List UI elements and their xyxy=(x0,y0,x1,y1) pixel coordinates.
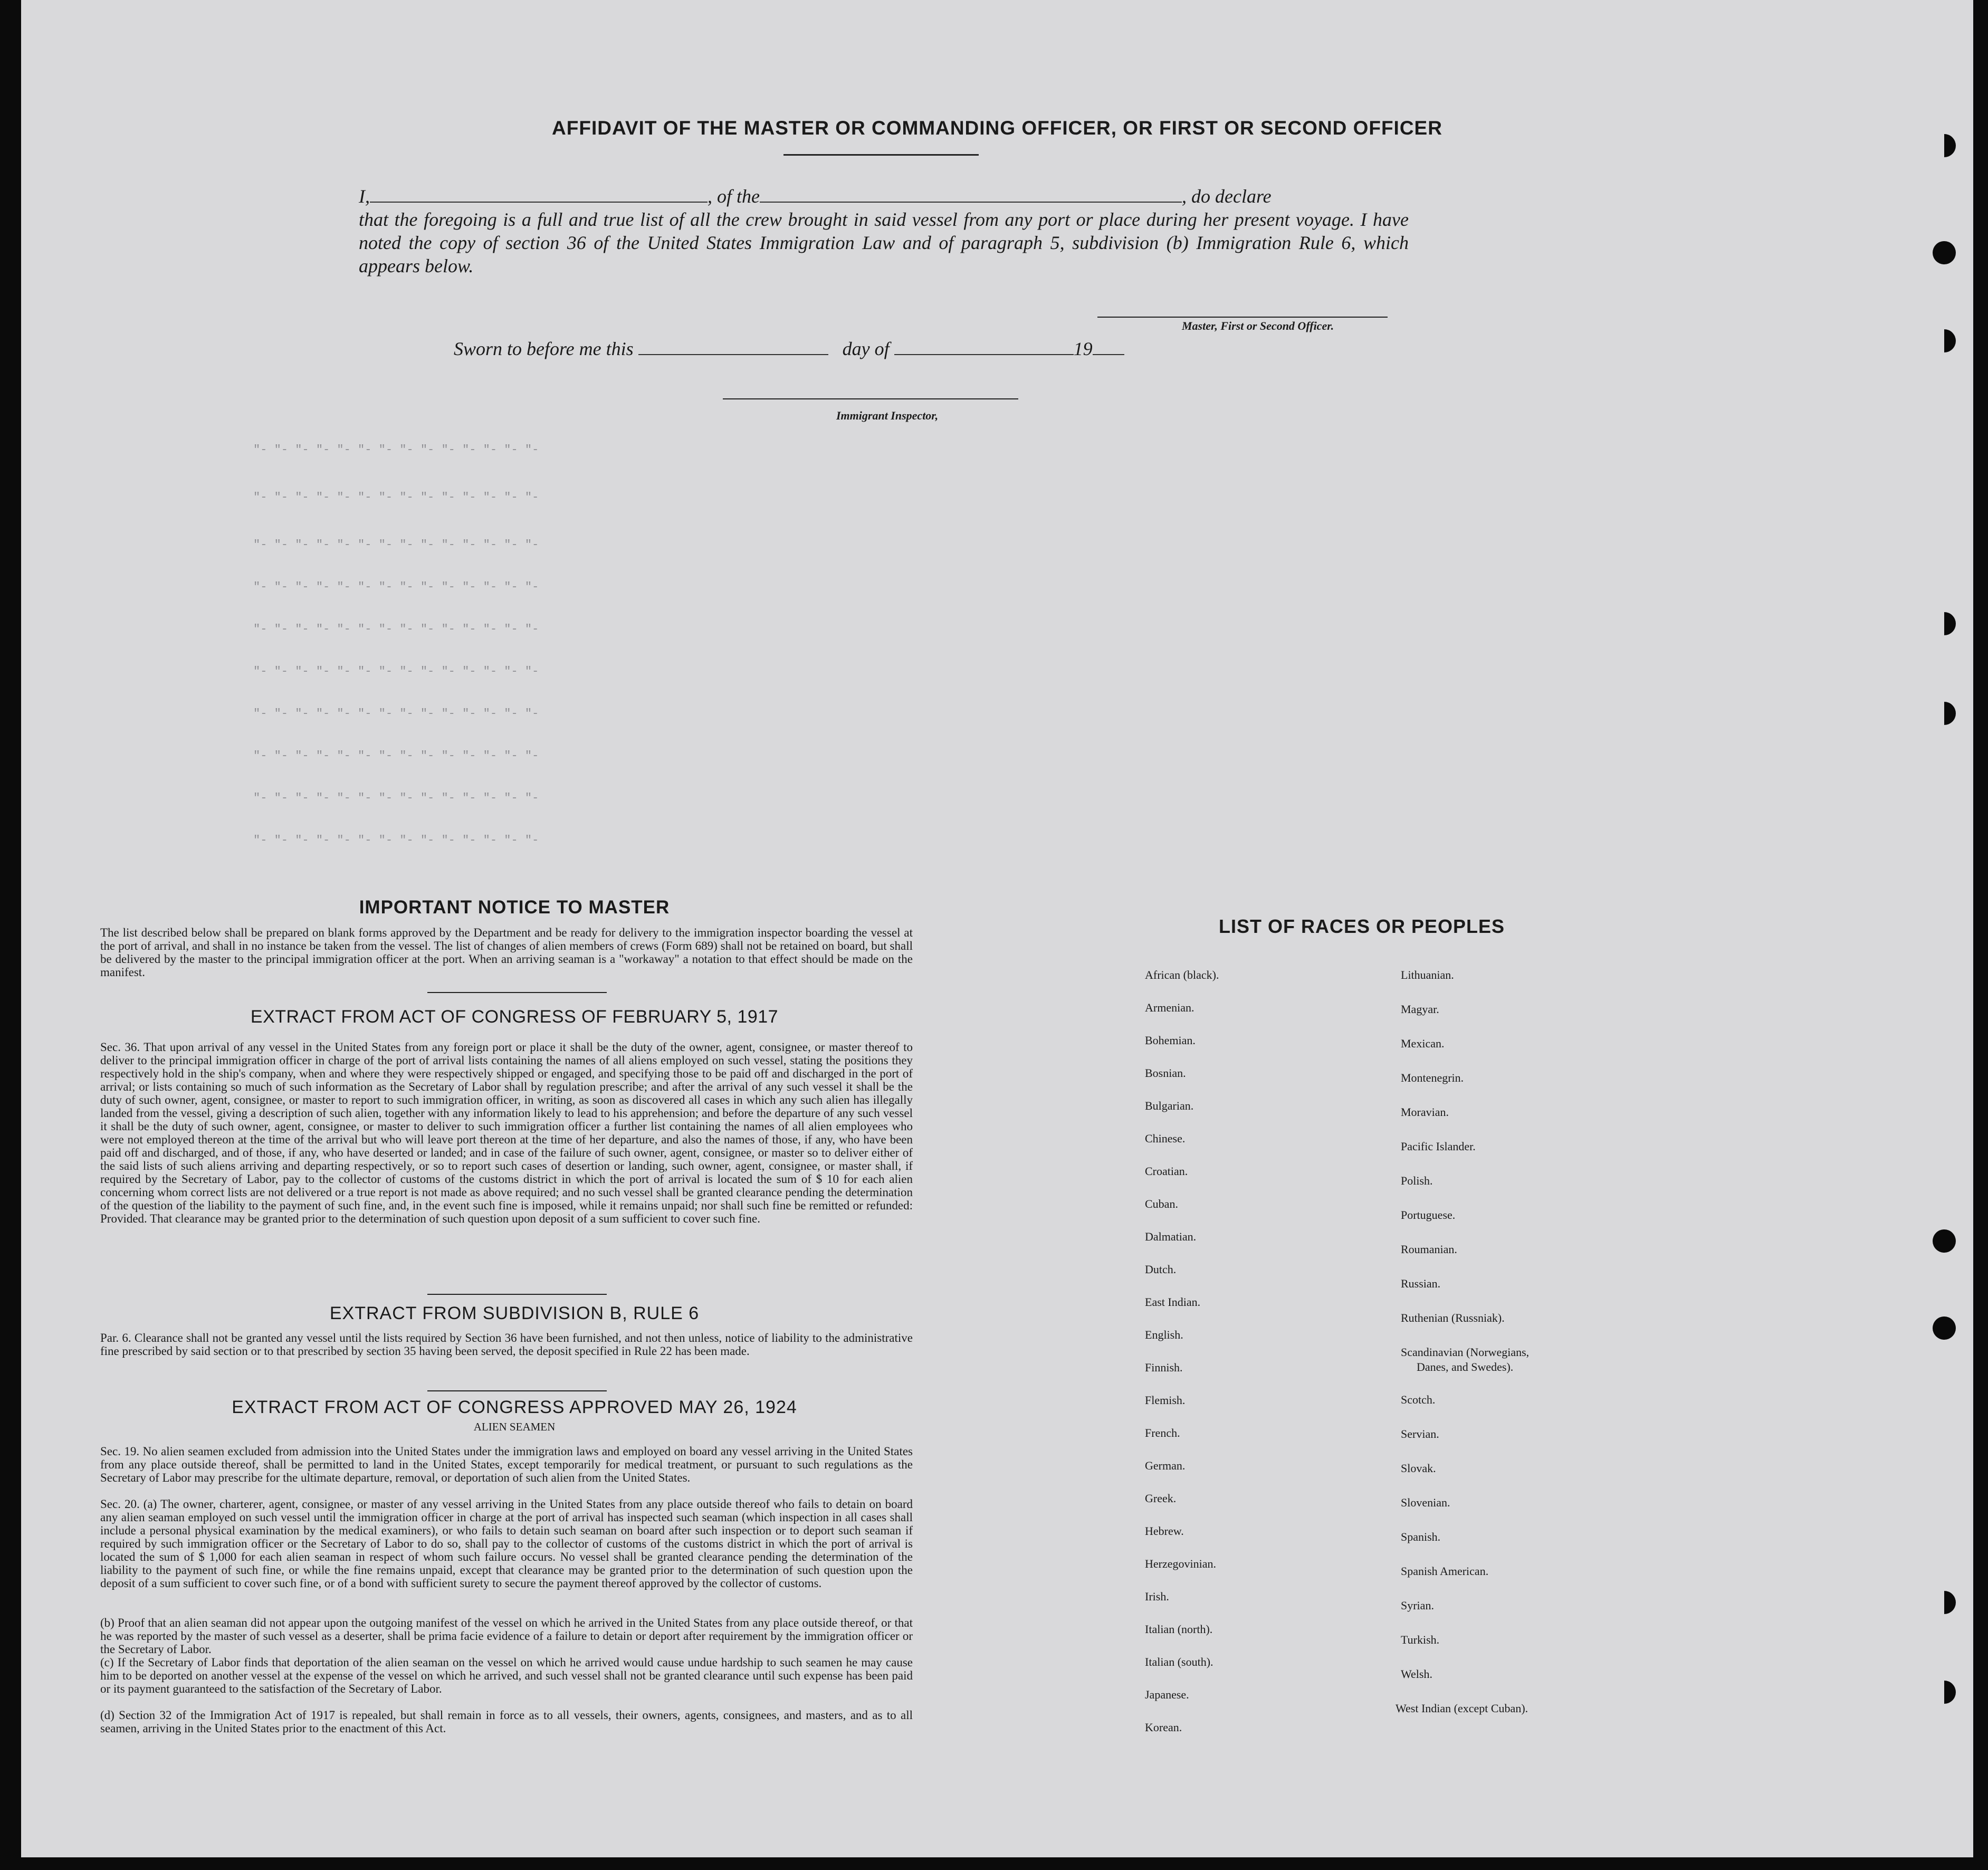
race-item: Bosnian. xyxy=(1145,1066,1186,1080)
race-item: Montenegrin. xyxy=(1401,1071,1464,1084)
race-item: Italian (south). xyxy=(1145,1655,1213,1668)
divider xyxy=(427,992,607,993)
race-item: Spanish. xyxy=(1401,1530,1441,1543)
race-item: Slovak. xyxy=(1401,1462,1436,1475)
bleed-through-marks: "- "- "- "- "- "- "- "- "- "- "- "- "- "- xyxy=(253,443,539,456)
race-item: Croatian. xyxy=(1145,1165,1188,1178)
extract-1917-title: EXTRACT FROM ACT OF CONGRESS OF FEBRUARY 5, 1917 xyxy=(250,1007,779,1027)
affidavit-i: I, xyxy=(359,186,370,207)
notice-text: The list described below shall be prepared on blank forms approved by the Department and be ready for delivery to the immigration inspector boarding the vessel at the port of arrival, and shall in no instance be taken from the vessel. The list of changes of alien members of crews (Form 689) shall not be retained on board, but shall be delivered by the master to the principal immigration officer at the port. When an arriving seaman is a "workaway" a notation to that effect should be made on the manifest. xyxy=(100,926,913,979)
extract-1924-sec20d: (d) Section 32 of the Immigration Act of 1917 is repealed, but shall remain in force as to all vessels, their owners, agents, consignees, and masters, and as to all seamen, arriving in the United States prior to the enactment of this Act. xyxy=(100,1709,913,1735)
document-page xyxy=(21,0,1973,1857)
bleed-through-marks: "- "- "- "- "- "- "- "- "- "- "- "- "- "- xyxy=(253,707,539,720)
race-item: Scandinavian (Norwegians, xyxy=(1401,1346,1530,1359)
divider xyxy=(427,1390,607,1391)
inspector-line xyxy=(723,398,1018,399)
inspector-caption: Immigrant Inspector, xyxy=(836,409,939,422)
race-item: Scotch. xyxy=(1401,1393,1436,1406)
binder-hole xyxy=(1933,1229,1956,1253)
race-item: African (black). xyxy=(1145,968,1219,981)
race-item: Herzegovinian. xyxy=(1145,1557,1216,1570)
signature-caption: Master, First or Second Officer. xyxy=(1182,319,1334,332)
race-item: Slovenian. xyxy=(1401,1496,1450,1509)
bleed-through-marks: "- "- "- "- "- "- "- "- "- "- "- "- "- "- xyxy=(253,491,539,504)
extract-1924-sec19: Sec. 19. No alien seamen excluded from admission into the United States under the immigration laws and employed on board any vessel arriving in the United States from any place outside thereof, shall be permitted to land in the United States, except temporarily for medical treatment, or pursuant to such regulations as the Secretary of Labor may prescribe for the ultimate departure, removal, or deportation of such alien from the United States. xyxy=(100,1445,913,1484)
binder-hole xyxy=(1933,612,1956,635)
race-item: Japanese. xyxy=(1145,1688,1189,1701)
race-item: Bohemian. xyxy=(1145,1034,1196,1047)
race-item: Danes, and Swedes). xyxy=(1417,1360,1514,1373)
name-blank xyxy=(370,202,708,203)
extract-1924-subtitle: ALIEN SEAMEN xyxy=(473,1420,556,1433)
sworn-line xyxy=(454,338,1124,360)
bleed-through-marks: "- "- "- "- "- "- "- "- "- "- "- "- "- "- xyxy=(253,580,539,594)
race-item: Portuguese. xyxy=(1401,1208,1456,1222)
binder-hole xyxy=(1933,1681,1956,1704)
bleed-through-marks: "- "- "- "- "- "- "- "- "- "- "- "- "- "- xyxy=(253,623,539,636)
divider xyxy=(783,154,979,156)
binder-hole xyxy=(1933,702,1956,725)
extract-rule6-title: EXTRACT FROM SUBDIVISION B, RULE 6 xyxy=(329,1303,700,1323)
race-item: Irish. xyxy=(1145,1590,1169,1603)
binder-hole xyxy=(1933,241,1956,264)
race-item: German. xyxy=(1145,1459,1186,1472)
race-item: Dutch. xyxy=(1145,1263,1177,1276)
races-title: LIST OF RACES OR PEOPLES xyxy=(1219,915,1505,937)
race-item: Syrian. xyxy=(1401,1599,1434,1612)
race-item: Polish. xyxy=(1401,1174,1433,1187)
extract-1924-sec20b: (b) Proof that an alien seaman did not appear upon the outgoing manifest of the vessel on which he arrived in the United States from any place outside thereof, or that he was reported by the master of such vessel as a deserter, shall be prima facie evidence of a failure to detain or deport after requirement by the immigration officer or the Secretary of Labor. xyxy=(100,1616,913,1656)
extract-1924-sec20a: Sec. 20. (a) The owner, charterer, agent, consignee, or master of any vessel arriving in the United States from any place outside thereof who fails to detain on board any alien seaman employed on such vessel until the immigration officer in charge at the port of arrival has inspected such seaman (which inspection in all cases shall include a personal physical examination by the medical examiners), or who fails to detain such seaman on board after such inspection or to deport such seaman if required by such immigration officer or the Secretary of Labor to do so, shall pay to the collector of customs of the customs district in which the port of arrival is located the sum of $ 1,000 for each alien seaman in respect of whom such failure occurs. No vessel shall be granted clearance pending the determination of the liability to the payment of such fine, or while the fine remains unpaid, except that clearance may be granted prior to the determination of such question upon the deposit of a sum sufficient to cover such fine, or of a bond with sufficient surety to secure the payment thereof approved by the collector of customs. xyxy=(100,1497,913,1590)
race-item: Korean. xyxy=(1145,1721,1182,1734)
extract-rule6-text: Par. 6. Clearance shall not be granted any vessel until the lists required by Section 36 have been furnished, and not then unless, notice of liability to the administrative fine prescribed by said section or to that prescribed by section 35 having been served, the deposit specified in Rule 22 has been made. xyxy=(100,1331,913,1358)
binder-hole xyxy=(1933,1591,1956,1614)
race-item: Hebrew. xyxy=(1145,1524,1184,1538)
race-item: Magyar. xyxy=(1401,1003,1439,1016)
race-item: Mexican. xyxy=(1401,1037,1445,1050)
bleed-through-marks: "- "- "- "- "- "- "- "- "- "- "- "- "- "- xyxy=(253,834,539,847)
year-blank xyxy=(1093,354,1124,355)
divider xyxy=(427,1294,607,1295)
signature-line xyxy=(1097,317,1388,318)
binder-hole xyxy=(1933,329,1956,352)
race-item: East Indian. xyxy=(1145,1295,1201,1309)
race-item: French. xyxy=(1145,1426,1180,1439)
race-item: West Indian (except Cuban). xyxy=(1396,1702,1528,1715)
race-item: Lithuanian. xyxy=(1401,968,1454,981)
affidavit-title: AFFIDAVIT OF THE MASTER OR COMMANDING OFFICER, OR FIRST OR SECOND OFFICER xyxy=(552,117,1442,139)
race-item: Chinese. xyxy=(1145,1132,1186,1145)
bleed-through-marks: "- "- "- "- "- "- "- "- "- "- "- "- "- "- xyxy=(253,665,539,678)
affidavit-declare: , do declare xyxy=(1181,186,1272,207)
extract-1924-title: EXTRACT FROM ACT OF CONGRESS APPROVED MAY 26, 1924 xyxy=(232,1397,797,1417)
vessel-blank xyxy=(760,202,1182,203)
affidavit-body: that the foregoing is a full and true list of all the crew brought in said vessel from any port or place during her present voyage. I have noted the copy of section 36 of the United States Immigration Law and of paragraph 5, subdivision (b) Immigration Rule 6, which appears below. xyxy=(359,209,1409,276)
race-item: Welsh. xyxy=(1401,1667,1432,1681)
race-item: Turkish. xyxy=(1401,1633,1440,1646)
race-item: Moravian. xyxy=(1401,1105,1449,1119)
extract-1917-text: Sec. 36. That upon arrival of any vessel in the United States from any foreign port or place it shall be the duty of the owner, agent, consignee, or master thereof to deliver to the principal immigration officer in charge of the port of arrival lists containing the names of all aliens employed on such vessel, stating the positions they respectively hold in the ship's company, when and where they were respectively shipped or engaged, and specifying those to be paid off and discharged in the port of arrival; or lists containing so much of such information as the Secretary of Labor shall by regulation prescribe; and after the arrival of any such vessel it shall be the duty of such owner, agent, consignee, or master to report to such immigration officer, in writing, as soon as discovered all cases in which any such alien has illegally landed from the vessel, giving a description of such alien, together with any information likely to lead to his apprehension; and before the departure of any such vessel it shall be the duty of such owner, agent, consignee, or master to deliver to such immigration officer a further list containing the names of all alien employees who were not employed thereon at the time of the arrival but who will leave port thereon at the time of her departure, and also the names of those, if any, who have been paid off and discharged, and of those, if any, who have deserted or landed; and in case of the failure of such owner, agent, consignee, or master so to deliver either of the said lists of such aliens arriving and departing respectively, or so to report such cases of desertion or landing, such owner, agent, consignee, or master shall, if required by the Secretary of Labor, pay to the collector of customs of the customs district in which the port of arrival is located the sum of $ 10 for each alien concerning whom correct lists are not delivered or a true report is not made as above required; and no such vessel shall be granted clearance pending the determination of the question of the liability to the payment of such fine, and, in the event such fine is imposed, while it remains unpaid; nor shall such fine be remitted or refunded: Provided. That clearance may be granted prior to the determination of such question upon deposit of a sum sufficient to cover such fine. xyxy=(100,1041,913,1225)
race-item: Italian (north). xyxy=(1145,1623,1213,1636)
race-item: Roumanian. xyxy=(1401,1243,1457,1256)
day-of-text: day of xyxy=(842,338,890,359)
day-blank xyxy=(638,354,828,355)
bleed-through-marks: "- "- "- "- "- "- "- "- "- "- "- "- "- "- xyxy=(253,749,539,762)
race-item: Cuban. xyxy=(1145,1197,1178,1210)
affidavit-of: , of the xyxy=(708,186,760,207)
race-item: Finnish. xyxy=(1145,1361,1183,1374)
race-item: Bulgarian. xyxy=(1145,1099,1194,1112)
race-item: Russian. xyxy=(1401,1277,1441,1290)
year-text: 19 xyxy=(1073,338,1093,359)
race-item: Greek. xyxy=(1145,1492,1177,1505)
bleed-through-marks: "- "- "- "- "- "- "- "- "- "- "- "- "- "- xyxy=(253,538,539,551)
affidavit-statement xyxy=(359,185,1409,208)
binder-hole xyxy=(1933,1316,1956,1340)
month-blank xyxy=(894,354,1074,355)
race-item: Dalmatian. xyxy=(1145,1230,1197,1243)
sworn-text: Sworn to before me this xyxy=(454,338,634,359)
notice-title: IMPORTANT NOTICE TO MASTER xyxy=(359,897,670,918)
race-item: English. xyxy=(1145,1328,1183,1341)
race-item: Servian. xyxy=(1401,1427,1439,1440)
race-item: Flemish. xyxy=(1145,1394,1186,1407)
race-item: Spanish American. xyxy=(1401,1564,1489,1578)
race-item: Ruthenian (Russniak). xyxy=(1401,1311,1505,1324)
extract-1924-sec20c: (c) If the Secretary of Labor finds that deportation of the alien seaman on the vessel on which he arrived would cause undue hardship to such seamen he may cause him to be deported on another vessel at the expense of the vessel on which he arrived, and such vessel shall not be granted clearance until such expense has been paid or its payment guaranteed to the satisfaction of the Secretary of Labor. xyxy=(100,1656,913,1695)
race-item: Pacific Islander. xyxy=(1401,1140,1476,1153)
bleed-through-marks: "- "- "- "- "- "- "- "- "- "- "- "- "- "- xyxy=(253,791,539,805)
race-item: Armenian. xyxy=(1145,1001,1194,1014)
